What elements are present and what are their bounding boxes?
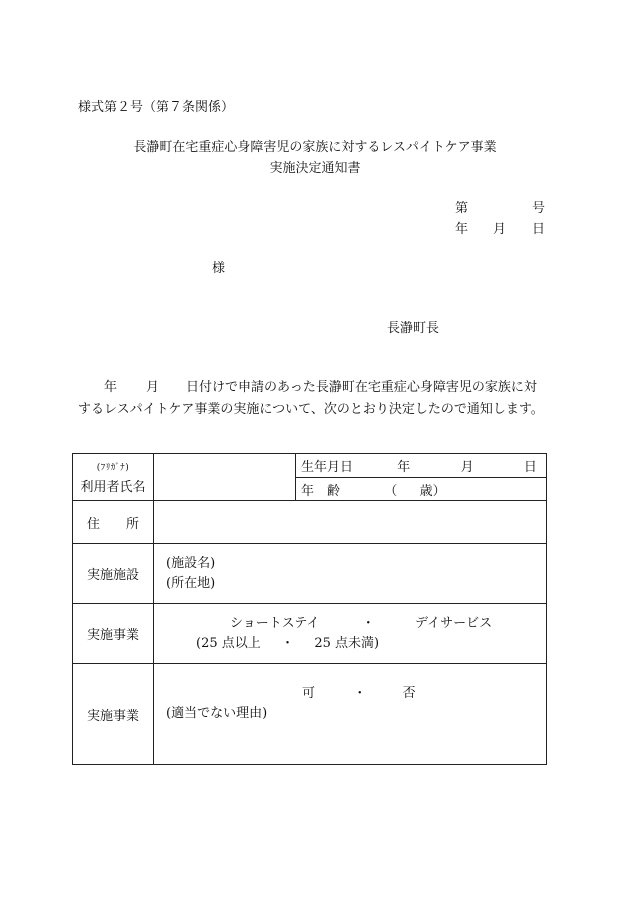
age-unit: 歳） <box>419 483 446 499</box>
notice-form-table <box>72 453 547 765</box>
user-name-field[interactable] <box>154 454 296 501</box>
body-line2-text: するレスパイトケア事業の実施について、次のとおり決定したので通知します。 <box>78 402 544 417</box>
address-field[interactable] <box>154 501 547 544</box>
recipient-suffix: 様 <box>212 261 226 276</box>
score-option-under-25[interactable]: 25 点未満) <box>314 635 380 651</box>
decision-cell[interactable] <box>154 664 547 765</box>
score-option-25-plus[interactable]: (25 点以上 <box>196 635 261 651</box>
furigana-label: (ﾌﾘｶﾞﾅ) <box>96 462 130 473</box>
date-year: 年 <box>455 222 469 237</box>
age-label: 年 齢 <box>301 483 341 499</box>
rejection-reason-label: (適当でない理由) <box>166 706 268 721</box>
facility-name-label: (施設名) <box>166 555 216 571</box>
decision-approve[interactable]: 可 <box>302 686 316 701</box>
sender-name: 長瀞町長 <box>387 321 440 336</box>
table-row <box>73 454 547 478</box>
service-option-short-stay[interactable]: ショートステイ <box>230 615 320 631</box>
body-line1-text: 日付けで申請のあった長瀞町在宅重症心身障害児の家族に対 <box>186 380 537 395</box>
address-label: 住 所 <box>73 501 154 544</box>
body-month: 月 <box>146 380 160 395</box>
birthdate-year: 年 <box>397 460 411 475</box>
form-number: 様式第２号（第７条関係） <box>78 100 235 115</box>
doc-number-suffix: 号 <box>532 201 546 216</box>
date-day: 日 <box>532 222 546 237</box>
service-separator: ・ <box>361 615 375 631</box>
service-option-day-service[interactable]: デイサービス <box>415 615 493 631</box>
birthdate-month: 月 <box>460 460 474 475</box>
table-row <box>73 604 547 664</box>
table-row <box>73 664 547 765</box>
table-row <box>73 501 547 544</box>
service-options-cell[interactable] <box>154 604 547 664</box>
table-row <box>73 544 547 604</box>
document-title-line1: 長瀞町在宅重症心身障害児の家族に対するレスパイトケア事業 <box>133 140 497 155</box>
age-cell[interactable] <box>296 478 547 501</box>
user-name-label-cell <box>73 454 154 501</box>
birthdate-cell[interactable] <box>296 454 547 478</box>
service-label: 実施事業 <box>73 604 154 664</box>
score-separator: ・ <box>281 635 295 651</box>
facility-location-label: (所在地) <box>166 575 216 591</box>
decision-reject[interactable]: 否 <box>402 686 416 701</box>
decision-separator: ・ <box>353 686 367 701</box>
date-month: 月 <box>493 222 507 237</box>
document-title-line2: 実施決定通知書 <box>269 161 361 176</box>
decision-label: 実施事業 <box>73 664 154 765</box>
age-open-paren: （ <box>384 483 398 499</box>
user-name-label: 利用者氏名 <box>80 479 146 495</box>
birthdate-day: 日 <box>523 460 537 475</box>
facility-label: 実施施設 <box>73 544 154 604</box>
body-year: 年 <box>104 380 118 395</box>
facility-field[interactable] <box>154 544 547 604</box>
birthdate-label: 生年月日 <box>301 460 354 475</box>
doc-number-prefix: 第 <box>455 201 469 216</box>
